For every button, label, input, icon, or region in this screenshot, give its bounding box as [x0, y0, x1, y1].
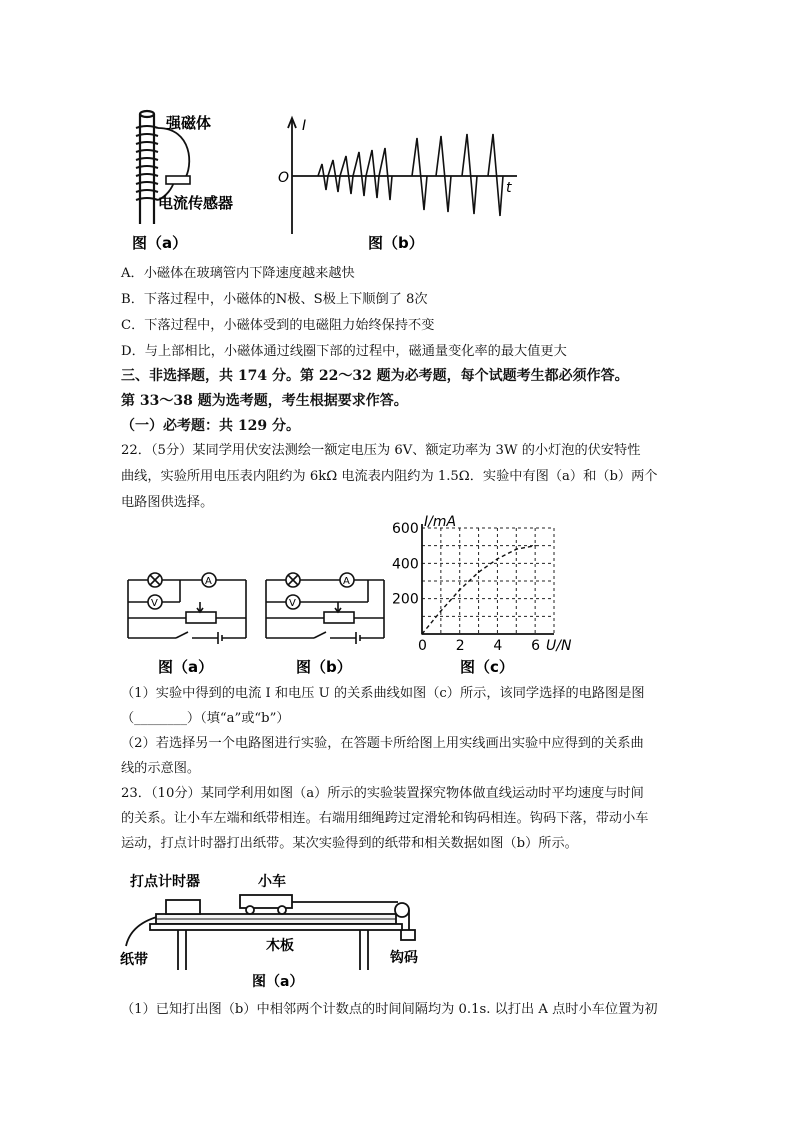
figure-b-caption: 图（b）: [368, 234, 424, 252]
timer-label: 打点计时器: [130, 874, 200, 890]
q22-line2: 曲线，实验所用电压表内阻约为 6kΩ 电流表内阻约为 1.5Ω．实验中有图（a）和（b）两个: [121, 469, 658, 484]
ticker-timer: [166, 900, 200, 914]
q23-sub1-line: （1）已知打出图（b）中相邻两个计数点的时间间隔均为 0.1s. 以打出 A 点时小车位置为初: [121, 1002, 658, 1017]
y-tick-label: 600: [392, 521, 419, 537]
section3-heading-line2: 第 33～38 题为选考题，考生根据要求作答。: [121, 393, 408, 409]
circuit-a-caption: 图（a）: [158, 658, 214, 676]
option-a: A．小磁体在玻璃管内下降速度越来越快: [121, 266, 355, 281]
current-sensor: [166, 176, 190, 184]
glass-tube: [140, 111, 154, 224]
iu-data-point: [421, 633, 423, 635]
chart-c-caption: 图（c）: [460, 658, 514, 676]
figure-a-caption: 图（a）: [132, 234, 188, 252]
figure-magnet-coil: [122, 106, 522, 258]
option-d: D．与上部相比，小磁体通过线圈下部的过程中，磁通量变化率的最大值更大: [121, 344, 567, 359]
cart-label: 小车: [258, 874, 286, 890]
iu-data-point: [534, 545, 536, 547]
iu-data-point: [497, 558, 499, 560]
q22-line3: 电路图供选择。: [121, 495, 214, 510]
current-pulses: [318, 134, 503, 216]
coil-leads: [158, 128, 189, 200]
q22-sub1-line1: （1）实验中得到的电流 I 和电压 U 的关系曲线如图（c）所示，该同学选择的电路图是图: [121, 686, 645, 701]
magnet-label: 强磁体: [166, 114, 212, 132]
q22-sub1-line2: （________）（填“a”或“b”）: [121, 711, 290, 726]
weight-label: 钩码: [390, 950, 418, 966]
figure-circuits-and-chart: [120, 514, 572, 680]
iu-chart-grid: [422, 528, 554, 634]
voltmeter-b: V: [289, 598, 296, 609]
q23-line2: 的关系。让小车左端和纸带相连。右端用细绳跨过定滑轮和钩码相连。钩码下落，带动小车: [121, 811, 649, 826]
ammeter-a: A: [205, 576, 212, 587]
tape-label: 纸带: [120, 952, 148, 968]
option-c: C．下落过程中，小磁体受到的电磁阻力始终保持不变: [121, 318, 435, 333]
iu-chart-xlabel: U/N: [546, 638, 572, 654]
origin-label: O: [278, 170, 290, 186]
iu-data-point: [440, 610, 442, 612]
iu-data-point: [515, 548, 517, 550]
iu-chart: [392, 514, 572, 654]
y-tick-label: 200: [392, 591, 419, 608]
voltmeter-a: V: [151, 598, 158, 609]
x-tick-label: 6: [531, 638, 541, 654]
circuit-b: [266, 573, 384, 644]
axis-i-label: I: [302, 118, 307, 134]
board-label: 木板: [266, 938, 294, 954]
hook-weight: [401, 930, 415, 940]
circuit-a: [128, 573, 246, 644]
x-tick-label: 2: [455, 638, 465, 654]
q22-line1: 22．（5分）某同学用伏安法测绘一额定电压为 6V、额定功率为 3W 的小灯泡的伏安特性: [121, 443, 641, 458]
option-b: B．下落过程中，小磁体的N极、S极上下顺倒了 8次: [121, 292, 428, 307]
q23-line3: 运动，打点计时器打出纸带。某次实验得到的纸带和相关数据如图（b）所示。: [121, 836, 578, 851]
iu-data-point: [478, 571, 480, 573]
q22-sub2-line2: 线的示意图。: [121, 761, 201, 776]
ammeter-b: A: [343, 576, 350, 587]
figure3-caption: 图（a）: [252, 974, 304, 990]
iu-chart-axes: [422, 524, 554, 634]
pulley-icon: [395, 903, 409, 917]
sensor-label: 电流传感器: [158, 194, 234, 212]
x-tick-label: 0: [418, 638, 427, 654]
q23-line1: 23．（10分）某同学利用如图（a）所示的实验装置探究物体做直线运动时平均速度与时间: [121, 786, 644, 801]
current-graph: [288, 118, 517, 234]
x-tick-label: 4: [493, 638, 503, 654]
required-questions-heading: （一）必考题：共 129 分。: [121, 418, 300, 434]
figure-cart-apparatus: [120, 866, 430, 992]
section3-heading-line1: 三、非选择题，共 174 分。第 22～32 题为必考题，每个试题考生都必须作答。: [121, 368, 629, 384]
iu-chart-ylabel: I/mA: [424, 514, 457, 530]
y-tick-label: 400: [392, 556, 419, 573]
table-top: [150, 924, 402, 930]
axis-t-label: t: [506, 180, 512, 196]
q22-sub2-line1: （2）若选择另一个电路图进行实验，在答题卡所给图上用实线画出实验中应得到的关系曲: [121, 736, 644, 751]
iu-data-point: [459, 589, 461, 591]
circuit-b-caption: 图（b）: [296, 658, 352, 676]
